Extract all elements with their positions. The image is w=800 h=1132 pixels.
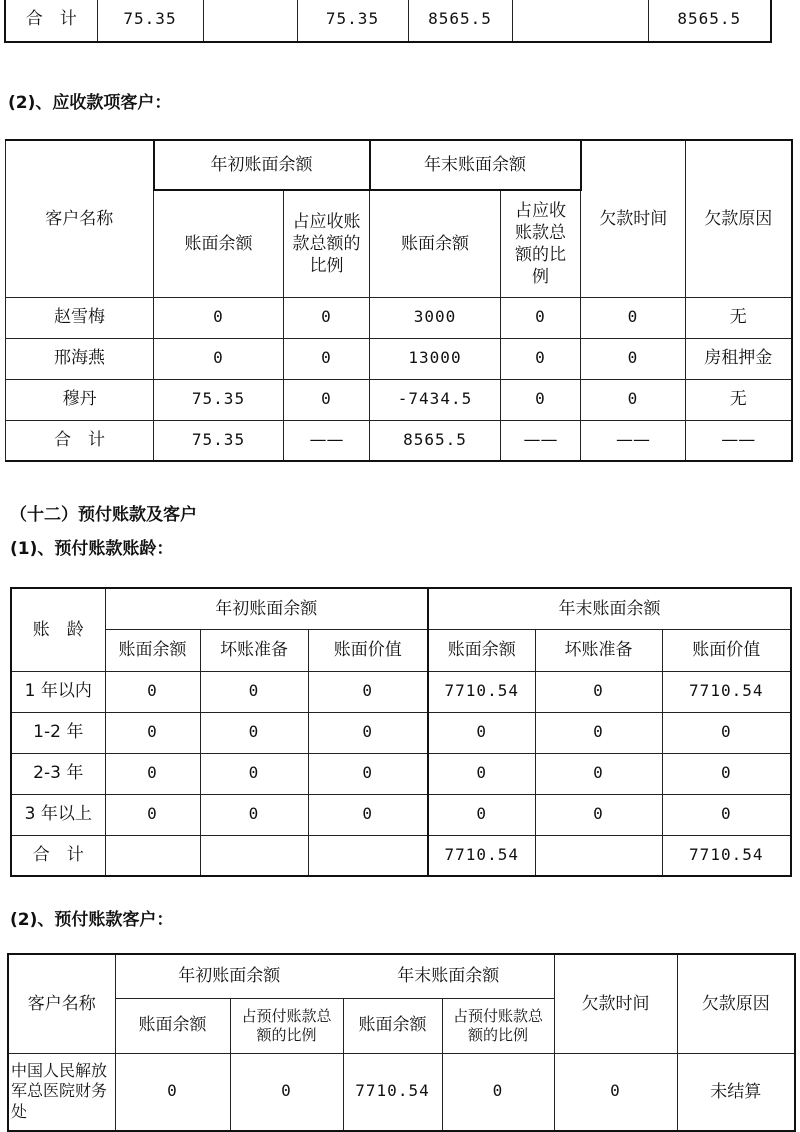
prepaid-customers-heading: (2)、预付账款客户： (10, 910, 174, 930)
cell: 0 (200, 712, 308, 753)
cell: 0 (308, 794, 428, 835)
header-ratio: 占预付账款总额的比例 (442, 998, 554, 1053)
total-cell (512, 0, 648, 42)
header-book-value: 账面价值 (308, 629, 428, 671)
header-customer: 客户名称 (8, 954, 115, 1053)
cell: 7710.54 (343, 1053, 442, 1131)
cell: —— (686, 420, 792, 461)
cell: 13000 (370, 338, 501, 379)
table-row (11, 671, 791, 712)
cell: 0 (501, 379, 581, 420)
cell: —— (581, 420, 686, 461)
total-label: 合 计 (5, 0, 97, 42)
total-cell: 8565.5 (648, 0, 771, 42)
cell: 0 (308, 671, 428, 712)
cell: 0 (200, 671, 308, 712)
header-book-value: 账面价值 (662, 629, 791, 671)
header-book-balance: 账面余额 (105, 629, 200, 671)
total-label: 合 计 (11, 835, 105, 876)
prepaid-aging-table (10, 587, 792, 877)
header-book-balance: 账面余额 (343, 998, 442, 1053)
cell: 0 (535, 753, 662, 794)
cell (105, 835, 200, 876)
reason-cell: 房租押金 (686, 338, 792, 379)
total-row (11, 835, 791, 876)
cell: 0 (442, 1053, 554, 1131)
reason-cell: 无 (686, 379, 792, 420)
cell: -7434.5 (370, 379, 501, 420)
cell: 0 (105, 671, 200, 712)
header-arrears-reason: 欠款原因 (677, 954, 795, 1053)
aging-label: 3 年以上 (11, 794, 105, 835)
cell: 0 (284, 297, 370, 338)
cell (200, 835, 308, 876)
cell: 0 (535, 712, 662, 753)
cell (308, 835, 428, 876)
cell: 0 (501, 338, 581, 379)
aging-label: 2-3 年 (11, 753, 105, 794)
total-cell: 75.35 (297, 0, 408, 42)
cell (535, 835, 662, 876)
header-book-balance: 账面余额 (154, 190, 284, 297)
cell: 0 (428, 794, 535, 835)
cell: —— (284, 420, 370, 461)
total-cell: 8565.5 (408, 0, 512, 42)
header-bad-debt: 坏账准备 (535, 629, 662, 671)
header-ratio: 占应收账款总额的比例 (284, 190, 370, 297)
header-year-end: 年末账面余额 (370, 140, 581, 190)
cell: 0 (230, 1053, 343, 1131)
total-label: 合 计 (6, 420, 154, 461)
total-cell: 75.35 (97, 0, 203, 42)
table-row (11, 753, 791, 794)
prepaid-customers-table (7, 953, 796, 1132)
cell: 0 (428, 712, 535, 753)
cell: 0 (581, 297, 686, 338)
receivable-heading: (2)、应收款项客户： (8, 93, 172, 113)
cell: 0 (662, 794, 791, 835)
header-year-end: 年末账面余额 (343, 954, 554, 998)
cell: 0 (154, 297, 284, 338)
cell: 0 (554, 1053, 677, 1131)
customer-name: 穆丹 (6, 379, 154, 420)
cell: 75.35 (154, 420, 284, 461)
cell: 0 (535, 794, 662, 835)
cell: 0 (662, 712, 791, 753)
total-row (6, 420, 792, 461)
prepaid-section-title: （十二）预付账款及客户 (10, 505, 197, 525)
cell: 0 (581, 379, 686, 420)
reason-cell: 未结算 (677, 1053, 795, 1131)
prepaid-aging-heading: (1)、预付账款账龄： (10, 539, 174, 559)
table-row (6, 379, 792, 420)
cell: 0 (284, 338, 370, 379)
cell: 0 (105, 712, 200, 753)
header-book-balance: 账面余额 (370, 190, 501, 297)
header-ratio: 占预付账款总额的比例 (230, 998, 343, 1053)
header-customer: 客户名称 (6, 140, 154, 297)
top-total-table (4, 0, 772, 43)
table-row (6, 338, 792, 379)
header-aging: 账 龄 (11, 588, 105, 671)
cell: 0 (105, 753, 200, 794)
cell: 0 (535, 671, 662, 712)
header-arrears-reason: 欠款原因 (686, 140, 792, 297)
table-row (11, 712, 791, 753)
cell: 7710.54 (662, 835, 791, 876)
cell: 8565.5 (370, 420, 501, 461)
header-book-balance: 账面余额 (428, 629, 535, 671)
reason-cell: 无 (686, 297, 792, 338)
header-book-balance: 账面余额 (115, 998, 230, 1053)
cell: 75.35 (154, 379, 284, 420)
header-year-end: 年末账面余额 (428, 588, 791, 629)
cell: 0 (200, 753, 308, 794)
aging-label: 1 年以内 (11, 671, 105, 712)
customer-name: 邢海燕 (6, 338, 154, 379)
cell: 0 (308, 712, 428, 753)
receivable-table (5, 139, 793, 462)
cell: 0 (662, 753, 791, 794)
aging-label: 1-2 年 (11, 712, 105, 753)
cell: 7710.54 (428, 671, 535, 712)
cell: 0 (428, 753, 535, 794)
table-row (6, 297, 792, 338)
header-bad-debt: 坏账准备 (200, 629, 308, 671)
cell: 0 (115, 1053, 230, 1131)
table-row (11, 794, 791, 835)
header-year-start: 年初账面余额 (154, 140, 370, 190)
customer-name: 赵雪梅 (6, 297, 154, 338)
cell: 0 (105, 794, 200, 835)
cell: 0 (284, 379, 370, 420)
cell: 0 (200, 794, 308, 835)
cell: 0 (308, 753, 428, 794)
table-row (8, 1053, 795, 1131)
header-ratio: 占应收账款总额的比例 (501, 190, 581, 297)
header-year-start: 年初账面余额 (115, 954, 343, 998)
customer-name: 中国人民解放军总医院财务处 (8, 1053, 115, 1131)
total-cell (203, 0, 297, 42)
header-arrears-time: 欠款时间 (581, 140, 686, 297)
header-year-start: 年初账面余额 (105, 588, 428, 629)
cell: —— (501, 420, 581, 461)
cell: 7710.54 (428, 835, 535, 876)
cell: 0 (581, 338, 686, 379)
cell: 0 (501, 297, 581, 338)
cell: 7710.54 (662, 671, 791, 712)
cell: 3000 (370, 297, 501, 338)
cell: 0 (154, 338, 284, 379)
header-arrears-time: 欠款时间 (554, 954, 677, 1053)
